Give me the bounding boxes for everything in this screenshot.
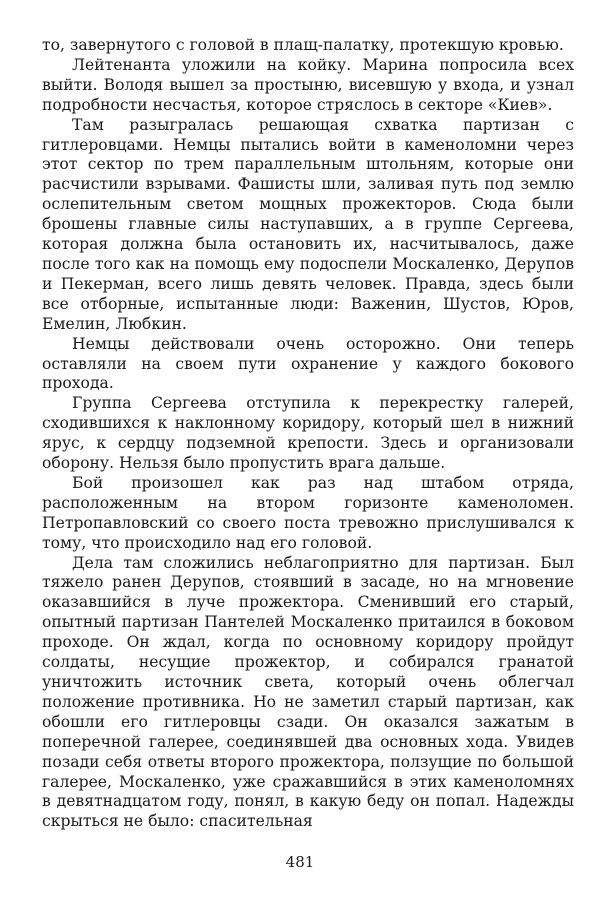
paragraph-3: Там разыгралась решающая схватка партизан с гитлеровцами. Немцы пытались войти в каменоломни через этот сектор по трем параллельным штольням, которые они расчистили взрывами. Фашисты шли, заливая путь под землю ослепительным светом мощных прожекторов. Сюда были брошены главные силы наступавших, а в группе Сергеева, которая должна была остановить их, насчитывалось, даже после того как на помощь ему подоспели Москаленко, Дерупов и Пекерман, всего лишь девять человек. Правда, здесь были все отборные, испытанные люди: Важенин, Шустов, Юров, Емелин, Любкин. [42,115,574,333]
paragraph-2: Лейтенанта уложили на койку. Марина попросила всех выйти. Володя вышел за простыню, висевшую у входа, и узнал подробности несчастья, которое стряслось в секторе «Киев». [42,55,574,114]
paragraph-6: Бой произошел как раз над штабом отряда, расположенным на втором горизонте каменоломен. Петропавловский со своего поста тревожно прислушивался к тому, что происходило над его головой. [42,473,574,552]
paragraph-5: Группа Сергеева отступила к перекрестку галерей, сходившихся к наклонному коридору, который шел в нижний ярус, к сердцу подземной крепости. Здесь и организовали оборону. Нельзя было пропустить врага дальше. [42,394,574,473]
page-number: 481 [285,853,315,871]
page-body [42,36,574,832]
paragraph-1: то, завернутого с головой в плащ-палатку, протекшую кровью. [42,36,564,54]
paragraph-4: Немцы действовали очень осторожно. Они теперь оставляли на своем пути охранение у каждого бокового прохода. [42,334,574,393]
paragraph-7: Дела там сложились неблагоприятно для партизан. Был тяжело ранен Дерупов, стоявший в засаде, но на мгновение оказавшийся в луче прожектора. Сменивший его старый, опытный партизан Пантелей Москаленко притаился в боковом проходе. Он ждал, когда по основному коридору пройдут солдаты, несущие прожектор, и собирался гранатой уничтожить источник света, который очень облегчал положение противника. Но не заметил старый партизан, как обошли его гитлеровцы сзади. Он оказался зажатым в поперечной галерее, соединявшей два основных хода. Увидев позади себя ответы второго прожектора, ползущие по большой галерее, Москаленко, уже сражавшийся в этих каменоломнях в девятнадцатом году, понял, в какую беду он попал. Надежды скрыться не было: спасительная [42,553,574,831]
